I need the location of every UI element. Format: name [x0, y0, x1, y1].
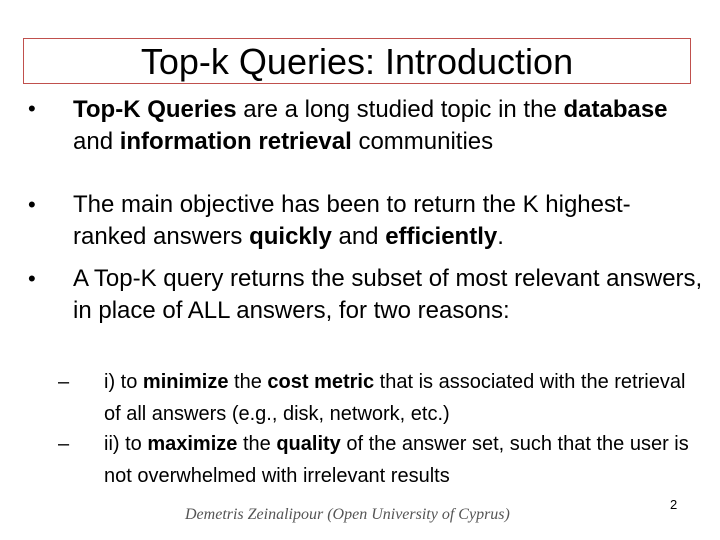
sub-bullet-text-1 — [104, 366, 704, 430]
text-run: i) to — [104, 371, 143, 393]
text-run: of the answer set, such that the user is not overwhelmed with irrelevant results — [104, 433, 689, 487]
bold-term: quality — [276, 433, 341, 455]
bold-term: cost metric — [267, 371, 375, 393]
text-run: are a long studied topic in the — [236, 96, 564, 123]
bold-term: database — [563, 96, 668, 123]
text-run: The main objective has been to return the K highest-ranked answers — [73, 191, 631, 250]
text-run: communities — [351, 128, 494, 155]
bullet-text-2 — [73, 189, 703, 253]
bold-term: quickly — [249, 223, 332, 250]
bold-term: Top-K Queries — [73, 96, 237, 123]
bullet-text-1 — [73, 94, 703, 158]
bold-term: efficiently — [385, 223, 498, 250]
text-run: the — [237, 433, 277, 455]
bold-term: information retrieval — [119, 128, 352, 155]
text-run: and — [331, 223, 386, 250]
slide-title: Top-k Queries: Introduction — [140, 41, 574, 82]
footer-author: Demetris Zeinalipour (Open University of Cyprus) — [185, 506, 510, 523]
text-run: that is associated with the retrieval of all answers (e.g., disk, network, etc.) — [104, 371, 686, 425]
bold-term: maximize — [147, 433, 238, 455]
sub-bullet-text-2 — [104, 428, 704, 492]
bullet-marker: • — [28, 192, 36, 217]
bullet-marker: • — [28, 266, 36, 291]
sub-bullet-marker: – — [58, 433, 70, 455]
sub-bullet-marker: – — [58, 371, 70, 393]
bullet-marker: • — [28, 96, 36, 121]
text-run: and — [73, 128, 120, 155]
text-run: the — [228, 371, 268, 393]
bullet-text-3: A Top-K query returns the subset of most relevant answers, in place of ALL answers, for two reasons: — [73, 265, 703, 324]
text-run: ii) to — [104, 433, 148, 455]
page-number: 2 — [670, 497, 678, 512]
bold-term: minimize — [142, 371, 229, 393]
text-run: . — [497, 223, 504, 250]
